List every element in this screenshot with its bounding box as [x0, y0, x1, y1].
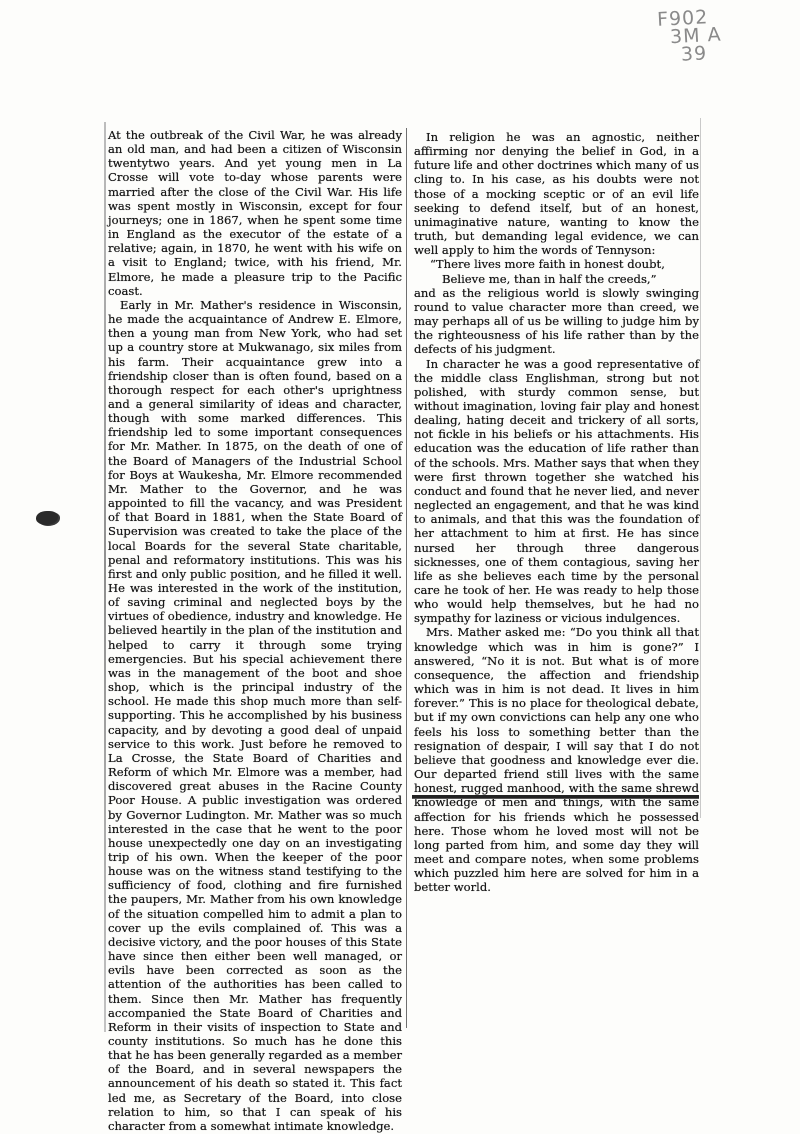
article-end-rule: [412, 795, 699, 799]
paragraph: In religion he was an agnostic, neither affirming nor denying the belief in God, in a future life and other doctrines which many of us cling to. In his case, as his doubts were not those of a mocking sceptic or of an evil life seeking to defend itself, but of an honest, unimaginative nature, wanting to know the truth, but demanding legal evidence, we can well apply to him the words of Tennyson:: [414, 130, 699, 258]
paragraph: At the outbreak of the Civil War, he was already an old man, and had been a citizen of Wisconsin twentytwo years. And yet young men in La Crosse will vote to-day whose parents were married after the close of the Civil War. His life was spent mostly in Wisconsin, except for four journeys; one in 1867, when he spent some time in England as the executor of the estate of a relative; again, in 1870, he went with his wife on a visit to England; twice, with his friend, Mr. Elmore, he made a pleasure trip to the Pacific coast.: [108, 128, 402, 298]
archive-mark-line: 3M A: [669, 23, 723, 49]
clipping-left-edge: [104, 122, 106, 1032]
paragraph: and as the religious world is slowly swinging round to value character more than creed, we may perhaps all of us be willing to judge him by the righteousness of his life rather than by the defects of his judgment.: [414, 285, 699, 357]
verse-line: Believe me, than in half the creeds,”: [442, 271, 657, 286]
verse-line: “There lives more faith in honest doubt,: [430, 257, 665, 272]
archive-mark-line: F902: [656, 6, 709, 31]
tennyson-quotation: [414, 257, 699, 285]
paragraph: In character he was a good representative of the middle class Englishman, strong but not polished, with sturdy common sense, but without imagination, loving fair play and honest dealing, hating deceit and trickery of all sorts, not fickle in his beliefs or his attachments. His education was the education of life rather than of the schools. Mrs. Mather says that when they were first thrown together she watched his conduct and found that he never lied, and never neglected an engagement, and that he was kind to animals, and that this was the foundation of her attachment to him at first. He has since nursed her through three dangerous sicknesses, one of them contagious, saving her life as she believes each time by the personal care he took of her. He was ready to help those who would help themselves, but he had no sympathy for laziness or vicious indulgences.: [414, 356, 699, 626]
left-text-column: [108, 128, 402, 1133]
archive-mark-line: 39: [680, 42, 708, 66]
ink-blot-mark: [36, 511, 58, 525]
column-divider: [406, 128, 407, 1028]
paragraph: Mrs. Mather asked me: “Do you think all that knowledge which was in him is gone?” I answered, “No it is not. But what is of more consequence, the affection and friendship which was in him is not dead. It lives in him forever.” This is no place for theological debate, but if my own convictions can help any one who feels his loss to something better than the resignation of despair, I will say that I do not believe that goodness and knowledge ever die. Our departed friend still lives with the same honest, rugged manhood, with the same shrewd knowledge of men and things, with the same affection for his friends which he possessed here. Those whom he loved most will not be long parted from him, and some day they will meet and compare notes, when some problems which puzzled him here are solved for him in a better world.: [414, 625, 699, 895]
archive-handwritten-mark: [657, 5, 770, 65]
right-text-column: [414, 130, 699, 894]
paragraph: Early in Mr. Mather's residence in Wisconsin, he made the acquaintance of Andrew E. Elmore, then a young man from New York, who had set up a country store at Mukwanago, six miles from his farm. Their acquaintance grew into a friendship closer than is often found, based on a thorough respect for each other's uprightness and a general similarity of ideas and character, though with some marked differences. This friendship led to some important consequences for Mr. Mather. In 1875, on the death of one of the Board of Managers of the Industrial School for Boys at Waukesha, Mr. Elmore recommended Mr. Mather to the Governor, and he was appointed to fill the vacancy, and was President of that Board in 1881, when the State Board of Supervision was created to take the place of the local Boards for the several State charitable, penal and reformatory institutions. This was his first and only public position, and he filled it well. He was interested in the work of the institution, of saving criminal and neglected boys by the virtues of obedience, industry and knowledge. He believed heartily in the plan of the institution and helped to carry it through some trying emergencies. But his special achievement there was in the management of the boot and shoe shop, which is the principal industry of the school. He made this shop much more than self-supporting. This he accomplished by his business capacity, and by devoting a good deal of unpaid service to this work. Just before he removed to La Crosse, the State Board of Charities and Reform of which Mr. Elmore was a member, had discovered great abuses in the Racine County Poor House. A public investigation was ordered by Governor Ludington. Mr. Mather was so much interested in the case that he went to the poor house unexpectedly one day on an investigating trip of his own. When the keeper of the poor house was on the witness stand testifying to the sufficiency of food, clothing and fire furnished the paupers, Mr. Mather from his own knowledge of the situation compelled him to admit a plan to cover up the evils complained of. This was a decisive victory, and the poor houses of this State have since then either been well managed, or evils have been corrected as soon as the attention of the authorities has been called to them. Since then Mr. Mather has frequently accompanied the State Board of Charities and Reform in their visits of inspection to State and county institutions. So much has he done this that he has been generally regarded as a member of the Board, and in several newspapers the announcement of his death so stated it. This fact led me, as Secretary of the Board, into close relation to him, so that I can speak of his character from a somewhat intimate knowledge.: [108, 297, 402, 1133]
clipping-right-edge: [700, 118, 701, 818]
